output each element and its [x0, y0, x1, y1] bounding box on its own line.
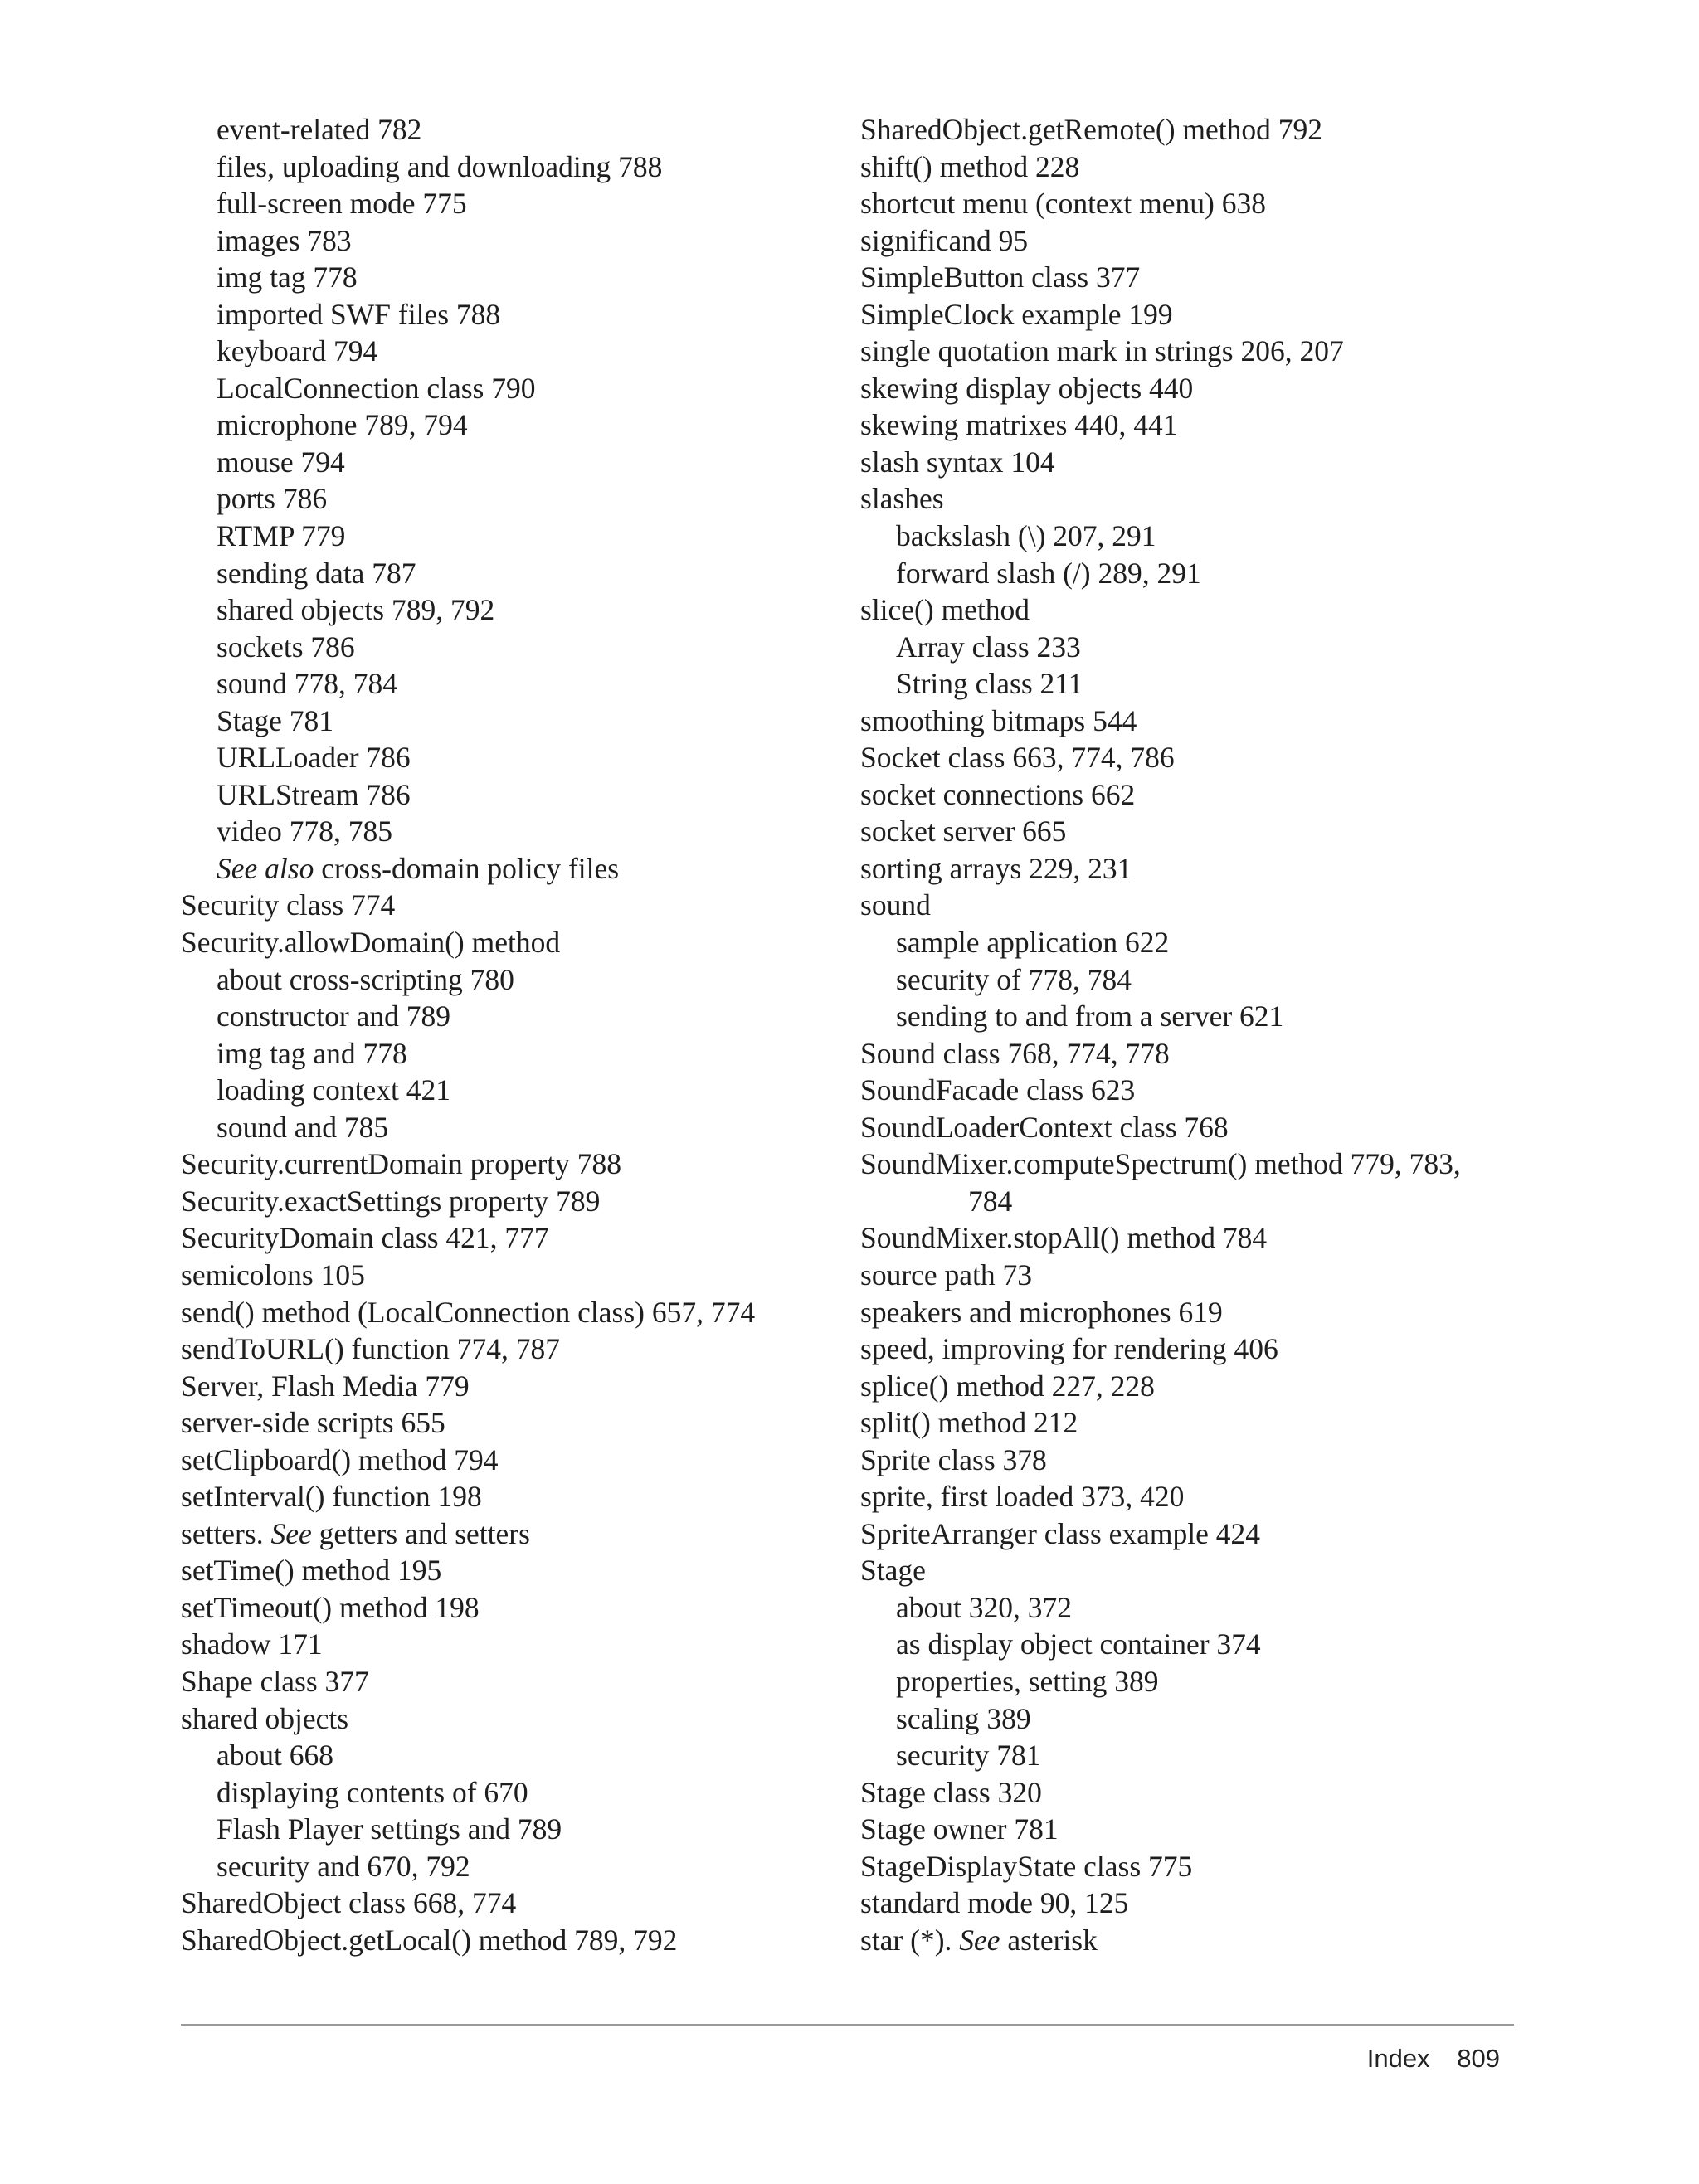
index-entry [860, 1183, 1524, 1220]
index-entry [181, 739, 845, 776]
index-entry [181, 1663, 845, 1700]
index-entry [181, 1072, 845, 1109]
index-entry [181, 480, 845, 518]
index-entry-text: backslash (\) 207, 291 [896, 519, 1156, 553]
index-entry-text: SpriteArranger class example 424 [860, 1516, 1261, 1550]
index-entry [181, 1404, 845, 1442]
index-entry [860, 1404, 1524, 1442]
index-entry-text: Flash Player settings and 789 [217, 1812, 562, 1846]
index-entry [181, 1183, 845, 1220]
index-entry-text: event-related 782 [217, 113, 422, 146]
index-entry-text: StageDisplayState class 775 [860, 1849, 1193, 1883]
index-entry-text: socket connections 662 [860, 777, 1136, 811]
index-entry-text: scaling 389 [896, 1701, 1031, 1735]
index-entry-text: shift() method 228 [860, 149, 1080, 183]
index-entry [860, 665, 1524, 703]
index-entry-text: SecurityDomain class 421, 777 [181, 1221, 549, 1255]
index-entry [860, 518, 1524, 555]
index-entry-text: Server, Flash Media 779 [181, 1369, 470, 1403]
index-entry [860, 296, 1524, 333]
index-entry-text: microphone 789, 794 [217, 408, 468, 442]
index-entry-text: video 778, 785 [217, 815, 392, 849]
index-entry [860, 1146, 1524, 1183]
index-entry-text: speed, improving for rendering 406 [860, 1332, 1278, 1366]
index-entry [860, 111, 1524, 148]
index-entry [181, 1922, 845, 1959]
index-entry [860, 776, 1524, 814]
index-entry [860, 998, 1524, 1035]
index-entry-text: Security.currentDomain property 788 [181, 1147, 622, 1181]
index-entry-text: setTimeout() method 198 [181, 1590, 480, 1624]
index-entry-text: mouse 794 [217, 445, 345, 479]
index-entry-text: String class 211 [896, 667, 1083, 701]
index-entry [181, 1552, 845, 1589]
index-entry [860, 1478, 1524, 1515]
index-entry-text: keyboard 794 [217, 334, 378, 368]
index-entry-text: SoundMixer.computeSpectrum() method 779, 783, [860, 1147, 1461, 1181]
index-entry [181, 1109, 845, 1146]
index-entry [860, 1072, 1524, 1109]
index-entry-text: sound and 785 [217, 1110, 389, 1144]
see-target: asterisk [1000, 1923, 1098, 1957]
index-entry [181, 1330, 845, 1368]
index-entry [860, 1035, 1524, 1073]
index-entry [860, 1294, 1524, 1331]
index-entry [181, 1368, 845, 1405]
index-entry [860, 924, 1524, 961]
index-entry-text: constructor and 789 [217, 1000, 450, 1034]
index-entry [181, 1146, 845, 1183]
index-entry-text: loading context 421 [217, 1073, 450, 1107]
index-entry-text: speakers and microphones 619 [860, 1295, 1223, 1329]
index-entry-text: security and 670, 792 [217, 1849, 470, 1883]
index-entry [860, 406, 1524, 444]
index-entry [860, 1811, 1524, 1848]
index-entry [181, 1700, 845, 1738]
index-entry [181, 924, 845, 961]
index-entry [181, 1442, 845, 1479]
index-entry-text: LocalConnection class 790 [217, 371, 536, 405]
index-entry [860, 1109, 1524, 1146]
index-entry [181, 1257, 845, 1294]
index-column-left [181, 111, 845, 1958]
index-entry-text: SoundMixer.stopAll() method 784 [860, 1221, 1268, 1255]
index-entry-text: source path 73 [860, 1257, 1033, 1291]
index-entry [860, 1330, 1524, 1368]
index-entry-text: Security.exactSettings property 789 [181, 1184, 601, 1218]
index-entry [860, 1552, 1524, 1589]
index-entry-text: RTMP 779 [217, 519, 346, 553]
index-entry [181, 1885, 845, 1922]
index-entry-text: slashes [860, 482, 944, 516]
index-entry-text: skewing display objects 440 [860, 371, 1194, 405]
index-entry-text: SoundLoaderContext class 768 [860, 1110, 1229, 1144]
index-entry-text: forward slash (/) 289, 291 [896, 556, 1201, 590]
index-entry [181, 1626, 845, 1663]
index-entry [860, 1219, 1524, 1257]
index-entry-text: sending data 787 [217, 556, 416, 590]
index-entry [860, 1257, 1524, 1294]
index-entry [860, 850, 1524, 888]
index-entry-text: Shape class 377 [181, 1664, 369, 1698]
index-entry [181, 1515, 845, 1553]
index-entry [860, 887, 1524, 924]
index-entry-text: Security.allowDomain() method [181, 926, 561, 960]
index-entry-text: setters. [181, 1516, 271, 1550]
index-entry [181, 1848, 845, 1885]
index-entry [181, 1811, 845, 1848]
index-entry-text: Sound class 768, 774, 778 [860, 1036, 1170, 1070]
index-entry-text: shared objects 789, 792 [217, 593, 495, 627]
see-reference: See [270, 1516, 312, 1550]
index-entry [181, 555, 845, 592]
index-entry [860, 185, 1524, 222]
index-entry [181, 518, 845, 555]
index-entry-text: 784 [968, 1184, 1013, 1218]
index-entry-text: Stage owner 781 [860, 1812, 1059, 1846]
index-entry [181, 333, 845, 370]
footer-divider [181, 2024, 1514, 2026]
index-entry [181, 703, 845, 740]
index-entry-text: security of 778, 784 [896, 962, 1132, 996]
index-entry-text: img tag 778 [217, 260, 358, 294]
index-entry-text: about 668 [217, 1739, 333, 1773]
index-entry [181, 406, 845, 444]
see-also-reference: See also [217, 851, 314, 885]
index-entry [181, 1589, 845, 1627]
index-entry-text: img tag and 778 [217, 1036, 407, 1070]
index-entry [181, 111, 845, 148]
index-entry-text: setTime() method 195 [181, 1554, 442, 1588]
index-entry [860, 1774, 1524, 1812]
index-entry [860, 1368, 1524, 1405]
index-entry [181, 222, 845, 260]
see-reference: See [959, 1923, 1000, 1957]
index-entry-text: star (*). [860, 1923, 960, 1957]
index-entry-text: properties, setting 389 [896, 1664, 1159, 1698]
index-entry-text: security 781 [896, 1739, 1041, 1773]
index-entry [860, 555, 1524, 592]
index-entry-text: slash syntax 104 [860, 445, 1055, 479]
index-entry-text: sound [860, 888, 931, 922]
index-entry-text: Security class 774 [181, 888, 396, 922]
index-entry-text: sprite, first loaded 373, 420 [860, 1480, 1185, 1514]
index-entry-text: shared objects [181, 1701, 349, 1735]
index-entry-text: SharedObject.getRemote() method 792 [860, 113, 1322, 146]
index-entry [860, 591, 1524, 629]
page-number: 809 [1457, 2044, 1500, 2073]
index-entry-text: significand 95 [860, 223, 1029, 257]
index-entry [860, 1663, 1524, 1700]
index-entry [181, 1219, 845, 1257]
index-entry-text: ports 786 [217, 482, 328, 516]
index-entry [860, 1442, 1524, 1479]
index-entry-text: smoothing bitmaps 544 [860, 703, 1137, 737]
index-entry [181, 961, 845, 999]
index-entry [181, 813, 845, 850]
index-entry [181, 296, 845, 333]
index-entry [860, 961, 1524, 999]
index-entry [181, 185, 845, 222]
index-entry [181, 370, 845, 407]
index-entry-text: about cross-scripting 780 [217, 962, 514, 996]
index-entry-text: URLLoader 786 [217, 741, 411, 775]
index-entry-text: cross-domain policy files [314, 851, 620, 885]
index-entry-text: sound 778, 784 [217, 667, 397, 701]
index-entry-text: skewing matrixes 440, 441 [860, 408, 1178, 442]
index-entry [860, 629, 1524, 666]
index-entry-text: socket server 665 [860, 815, 1067, 849]
index-entry-text: sample application 622 [896, 926, 1170, 960]
index-entry-text: images 783 [217, 223, 352, 257]
index-entry-text: sendToURL() function 774, 787 [181, 1332, 560, 1366]
index-entry [860, 259, 1524, 296]
index-entry-text: Stage [860, 1554, 926, 1588]
footer-section-label: Index [1366, 2044, 1430, 2073]
index-entry [181, 444, 845, 481]
index-entry-text: SimpleClock example 199 [860, 297, 1173, 331]
index-entry [860, 1589, 1524, 1627]
index-entry-text: send() method (LocalConnection class) 657, 774 [181, 1295, 756, 1329]
index-entry [860, 813, 1524, 850]
index-entry [860, 222, 1524, 260]
index-entry [181, 998, 845, 1035]
index-entry-text: Socket class 663, 774, 786 [860, 741, 1175, 775]
index-entry [181, 259, 845, 296]
index-entry-text: split() method 212 [860, 1406, 1078, 1440]
index-entry [181, 1737, 845, 1774]
index-entry-text: setInterval() function 198 [181, 1480, 482, 1514]
index-entry-text: shortcut menu (context menu) 638 [860, 187, 1266, 221]
index-entry-text: server-side scripts 655 [181, 1406, 445, 1440]
index-entry-text: sockets 786 [217, 630, 355, 664]
index-entry [860, 703, 1524, 740]
index-entry [181, 776, 845, 814]
index-entry [860, 444, 1524, 481]
index-entry-text: Sprite class 378 [860, 1442, 1047, 1476]
index-entry [860, 333, 1524, 370]
index-entry-text: Stage class 320 [860, 1775, 1042, 1809]
index-entry-text: shadow 171 [181, 1627, 323, 1661]
index-entry [860, 739, 1524, 776]
index-entry [860, 1515, 1524, 1553]
index-entry-text: imported SWF files 788 [217, 297, 501, 331]
index-entry-text: single quotation mark in strings 206, 207 [860, 334, 1344, 368]
index-entry [181, 629, 845, 666]
index-entry-text: SimpleButton class 377 [860, 260, 1141, 294]
index-entry [181, 887, 845, 924]
index-entry-text: URLStream 786 [217, 777, 411, 811]
index-entry-text: setClipboard() method 794 [181, 1442, 499, 1476]
index-entry-text: SharedObject.getLocal() method 789, 792 [181, 1923, 678, 1957]
index-entry-text: Array class 233 [896, 630, 1081, 664]
index-entry [181, 148, 845, 186]
index-entry [860, 370, 1524, 407]
index-entry-text: sending to and from a server 621 [896, 1000, 1284, 1034]
index-entry [181, 850, 845, 888]
index-entry-text: standard mode 90, 125 [860, 1886, 1129, 1920]
index-entry-text: displaying contents of 670 [217, 1775, 528, 1809]
index-entry-text: sorting arrays 229, 231 [860, 851, 1132, 885]
index-entry [860, 1848, 1524, 1885]
index-entry [181, 1035, 845, 1073]
index-entry [181, 1478, 845, 1515]
index-entry-text: SharedObject class 668, 774 [181, 1886, 517, 1920]
page-footer [1367, 2044, 1500, 2074]
index-entry [860, 1737, 1524, 1774]
index-entry-text: splice() method 227, 228 [860, 1369, 1155, 1403]
index-entry-text: files, uploading and downloading 788 [217, 149, 663, 183]
index-entry-text: full-screen mode 775 [217, 187, 467, 221]
index-entry [181, 1774, 845, 1812]
index-entry-text: as display object container 374 [896, 1627, 1261, 1661]
index-entry [860, 148, 1524, 186]
index-column-right [860, 111, 1524, 1958]
index-entry [860, 1700, 1524, 1738]
index-entry-text: Stage 781 [217, 703, 333, 737]
index-entry-text: SoundFacade class 623 [860, 1073, 1136, 1107]
index-entry-text: about 320, 372 [896, 1590, 1072, 1624]
index-entry [860, 1885, 1524, 1922]
index-entry-text: slice() method [860, 593, 1030, 627]
see-target: getters and setters [311, 1516, 530, 1550]
index-entry [181, 665, 845, 703]
index-entry [181, 591, 845, 629]
index-entry [860, 480, 1524, 518]
index-entry-text: semicolons 105 [181, 1257, 365, 1291]
index-entry [860, 1626, 1524, 1663]
index-entry [181, 1294, 845, 1331]
index-entry [860, 1922, 1524, 1959]
